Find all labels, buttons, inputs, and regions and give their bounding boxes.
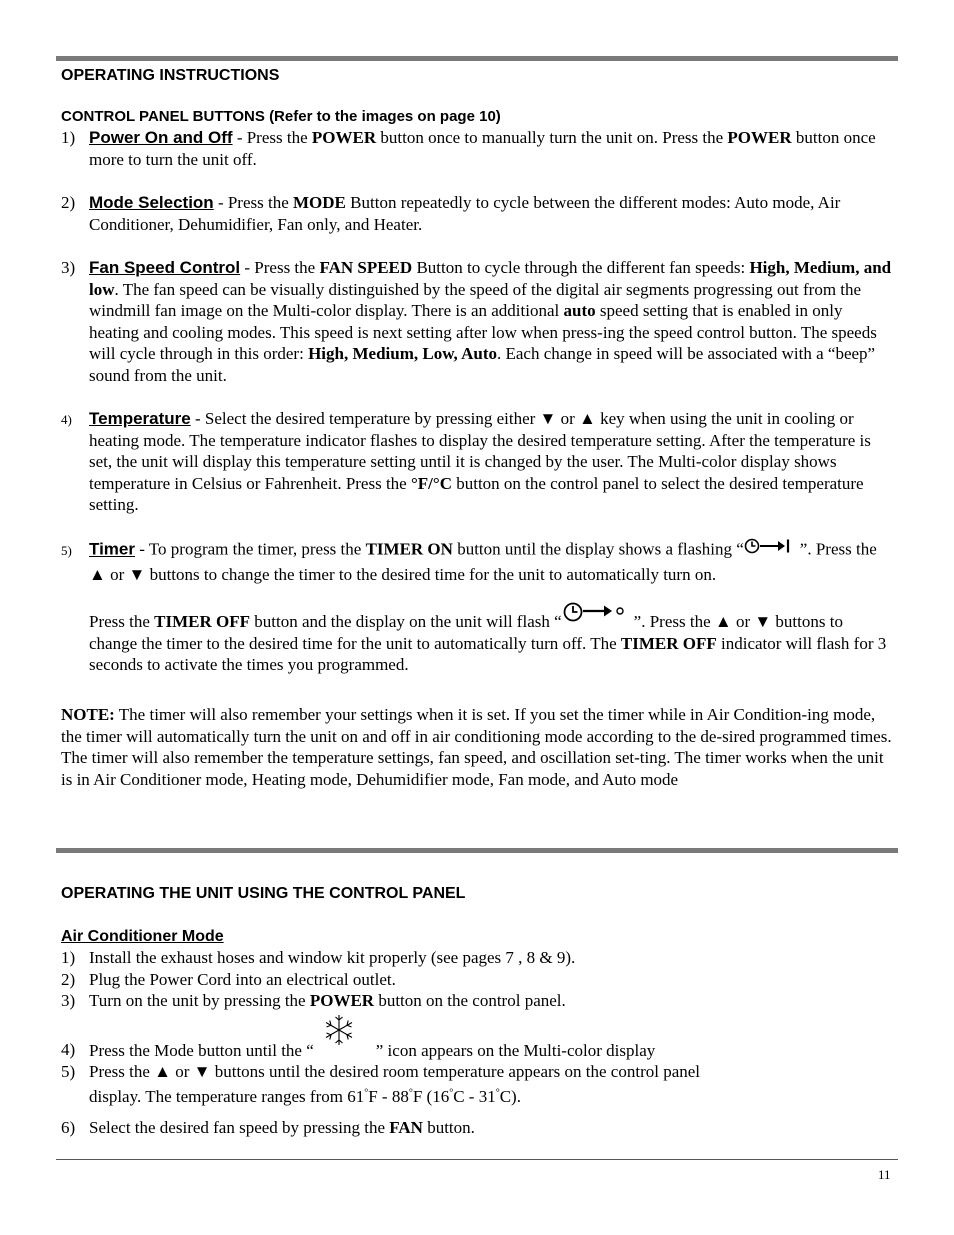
item-mode (89, 192, 895, 235)
item-number: 2) (61, 193, 76, 212)
item-timer-off (89, 601, 895, 676)
item-number: 4) (61, 412, 72, 427)
item-bold: POWER (727, 128, 792, 147)
item-timer (89, 538, 895, 585)
step-number: 1) (61, 948, 76, 967)
note-label: NOTE: (61, 705, 115, 724)
page-number: 11 (878, 1167, 891, 1182)
section-heading: OPERATING INSTRUCTIONS (61, 67, 280, 84)
item-title: Timer (89, 539, 135, 559)
step-number: 6) (61, 1118, 76, 1137)
step-text-part: C). (499, 1087, 521, 1106)
item-fan-speed (89, 257, 895, 386)
item-title: Fan Speed Control (89, 258, 241, 277)
step-number: 2) (61, 970, 76, 989)
item-text: - Press the (232, 128, 312, 147)
step-text-part: button. (422, 1118, 475, 1137)
item-bold: High, Medium, Low, Auto (308, 344, 497, 363)
item-text: . Each change in speed will be associated with a “beep” sound from the unit. (89, 344, 876, 385)
item-text: speed setting that is enabled in only heating and cooling modes. This speed is next setting after low when press-ing the speed control button. The speeds will cycle through in this order: (89, 301, 877, 363)
item-bold: High, Medium, and low (89, 258, 892, 299)
step-text-part: button on the control panel. (374, 991, 566, 1010)
item-text: indicator will flash for 3 seconds to activate the times you programmed. (89, 633, 887, 674)
item-bold: auto (563, 301, 596, 320)
item-text: . The fan speed can be visually distinguished by the speed of the digital air segments progressing out from the windmill fan image on the Multi-color display. There is an additional (89, 279, 862, 320)
step-text-part: display. The temperature ranges from 61 (89, 1087, 365, 1106)
step-text: Plug the Power Cord into an electrical outlet. (89, 970, 396, 989)
clock-arrow-bar-icon (744, 538, 800, 564)
item-temperature (89, 408, 895, 516)
item-bold: TIMER ON (365, 539, 453, 559)
step-text (89, 1040, 655, 1061)
snowflake-icon (314, 1040, 376, 1056)
step-text-part: Select the desired fan speed by pressing the (89, 1118, 390, 1137)
step-text-part: C - 31 (453, 1087, 496, 1106)
step-bold: POWER (309, 991, 375, 1010)
step-text-part: F (16 (412, 1087, 450, 1106)
step-text (89, 1118, 475, 1138)
item-number: 1) (61, 128, 76, 147)
clock-arrow-circle-icon (562, 601, 634, 631)
top-divider (56, 56, 898, 61)
item-bold: MODE (293, 193, 346, 212)
section-heading: OPERATING THE UNIT USING THE CONTROL PANEL (61, 885, 466, 902)
step-text-part: Turn on the unit by pressing the (89, 991, 310, 1010)
step-number: 3) (61, 991, 76, 1010)
item-bold: °F/°C (410, 473, 452, 493)
item-text: button and the display on the unit will flash “ (250, 612, 562, 631)
item-text: Button to cycle through the different fan speeds: (412, 258, 750, 277)
step-bold: FAN (389, 1118, 423, 1137)
item-text: - To program the timer, press the (135, 539, 366, 559)
step-text (89, 991, 566, 1011)
item-text: button once more to turn the unit off. (89, 128, 876, 169)
item-text: ”. Press the ▲ or ▼ buttons to change the timer to the desired time for the unit to automatically turn on. (89, 539, 877, 584)
item-bold: FAN SPEED (319, 258, 413, 277)
item-title: Mode Selection (89, 193, 214, 212)
item-text: button once to manually turn the unit on. Press the (376, 128, 728, 147)
item-bold: TIMER OFF (620, 633, 717, 653)
section-divider (56, 848, 898, 853)
control-panel-subheading: CONTROL PANEL BUTTONS (Refer to the images on page 10) (61, 108, 501, 125)
footer-divider (56, 1159, 898, 1160)
item-text: Press the (89, 612, 155, 631)
item-text: - Press the (240, 258, 320, 277)
step-text-part: F - 88 (368, 1087, 409, 1106)
item-text: button on the control panel to select the desired temperature setting. (89, 473, 864, 514)
degree-mark: ° (495, 1087, 500, 1099)
step-text-part: ” icon appears on the Multi-color display (375, 1041, 656, 1060)
step-text-part: Press the Mode button until the “ (89, 1041, 314, 1060)
mode-subheading: Air Conditioner Mode (61, 928, 224, 945)
item-title: Temperature (89, 409, 191, 428)
item-number: 5) (61, 543, 72, 558)
item-text: - Press the (213, 193, 294, 212)
item-number: 3) (61, 258, 76, 277)
item-title: Power On and Off (89, 128, 233, 147)
timer-note (61, 704, 895, 790)
note-text: The timer will also remember your settings when it is set. If you set the timer while in Air Condition-ing mode, the timer will automatically turn the unit on and off in air conditioning mode according to the de-sired programmed times. The timer will also remember the temperature settings, fan speed, and oscillation set-ting. The timer works when the unit is in Air Conditioner mode, Heating mode, Dehumidifier mode, Fan mode, and Auto mode (61, 705, 892, 789)
item-bold: TIMER OFF (154, 612, 251, 631)
item-text: - Select the desired temperature by pressing either ▼ or ▲ key when using the unit in cooling or heating mode. The temperature indicator flashes to display the desired temperature setting. After the temperature is set, the unit will display this temperature setting until it is changed by the user. The Multi-color display shows temperature in Celsius or Fahrenheit. Press the (89, 409, 871, 493)
item-text: ”. Press the ▲ or ▼ buttons to change the timer to the desired time for the unit to automatically turn off. The (89, 612, 843, 653)
step-text: Install the exhaust hoses and window kit properly (see pages 7 , 8 & 9). (89, 948, 576, 967)
item-power (89, 127, 895, 170)
step-text-continued (89, 1087, 521, 1107)
step-text: Press the ▲ or ▼ buttons until the desired room temperature appears on the control panel (89, 1062, 701, 1081)
item-bold: POWER (311, 128, 377, 147)
item-text: Button repeatedly to cycle between the different modes: Auto mode, Air Conditioner, Dehumidifier, Fan only, and Heater. (89, 193, 841, 234)
degree-mark: ° (449, 1087, 454, 1099)
degree-mark: ° (364, 1087, 369, 1099)
degree-mark: ° (408, 1087, 413, 1099)
step-number: 4) (61, 1040, 76, 1059)
item-text: button until the display shows a flashing “ (452, 539, 744, 559)
step-number: 5) (61, 1062, 76, 1081)
